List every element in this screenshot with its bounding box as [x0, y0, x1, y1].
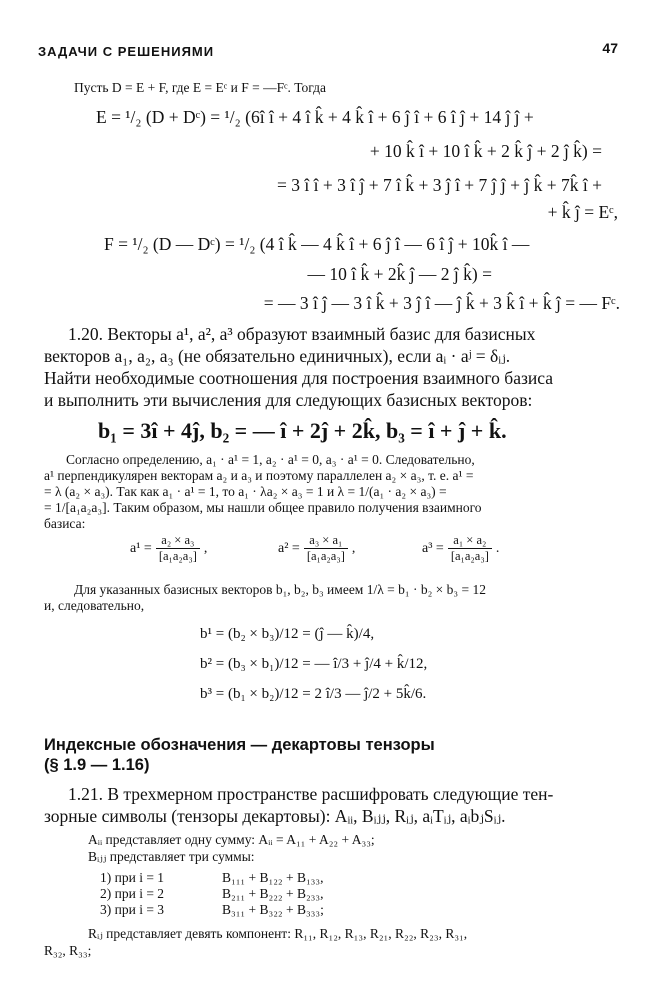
result-b3: b³ = (b₁ × b₂)/12 = 2 î/3 — ĵ/2 + 5k̂/6. — [200, 686, 427, 702]
fraction-denominator: [a₁a₂a₃] — [158, 549, 197, 563]
case-1-expression: B₁₁₁ + B₁₂₂ + B₁₃₃, — [222, 870, 324, 885]
fraction — [156, 533, 200, 564]
equation-f-line-3: = — 3 î ĵ — 3 î k̂ + 3 ĵ î — ĵ k̂ + 3 k̂ î + k̂ ĵ = — Fᶜ. — [263, 293, 620, 313]
equation-e-line-2: + 10 k̂ î + 10 î k̂ + 2 k̂ ĵ + 2 ĵ k̂) = — [369, 141, 602, 161]
case-3-expression: B₃₁₁ + B₃₂₂ + B₃₃₃; — [222, 902, 324, 917]
running-title: ЗАДАЧИ С РЕШЕНИЯМИ — [38, 44, 215, 59]
given-line-1: Для указанных базисных векторов b₁, b₂, b₃ имеем 1/λ = b₁ · b₂ × b₃ = 12 — [74, 582, 486, 597]
given-line-2: и, следовательно, — [44, 598, 145, 613]
equation-e-line-1: E = ¹/₂ (D + Dᶜ) = ¹/₂ (6î î + 4 î k̂ + 4 k̂ î + 6 ĵ î + 6 î ĵ + 14 ĵ ĵ + — [96, 107, 534, 127]
solution-120-line-1: Согласно определению, a₁ · a¹ = 1, a₂ · a¹ = 0, a₃ · a¹ = 0. Следовательно, — [66, 452, 475, 467]
problem-120-line-3: Найти необходимые соотношения для построения взаимного базиса — [44, 368, 553, 388]
problem-121-line-2: зорные символы (тензоры декартовы): Aᵢᵢ, Bᵢⱼⱼ, Rᵢⱼ, aᵢTᵢⱼ, aᵢbⱼSᵢⱼ. — [44, 806, 506, 826]
fraction-formula-3 — [422, 533, 499, 564]
section-subtitle: (§ 1.9 — 1.16) — [44, 756, 150, 774]
page-number: 47 — [602, 40, 618, 56]
fraction-lhs: a² = — [278, 540, 300, 556]
intro-line: Пусть D = E + F, где E = Eᶜ и F = —Fᶜ. Тогда — [74, 80, 326, 95]
basis-vectors: b₁ = 3î + 4ĵ, b₂ = — î + 2ĵ + 2k̂, b₃ = î + ĵ + k̂. — [98, 418, 507, 443]
result-b1: b¹ = (b₂ × b₃)/12 = (ĵ — k̂)/4, — [200, 626, 375, 642]
solution-120-line-4: = 1/[a₁a₂a₃]. Таким образом, мы нашли общее правило получения взаимного — [44, 500, 482, 515]
fraction-numerator: a₂ × a₃ — [156, 533, 200, 549]
problem-120-line-4: и выполнить эти вычисления для следующих базисных векторов: — [44, 390, 533, 410]
solution-121-line-4: R₃₂, R₃₃; — [44, 943, 92, 958]
case-2-expression: B₂₁₁ + B₂₂₂ + B₂₃₃, — [222, 886, 324, 901]
fraction-separator: . — [495, 540, 500, 556]
problem-121-line-1: 1.21. В трехмерном пространстве расшифровать следующие тен- — [68, 784, 554, 804]
equation-e-line-4: + k̂ ĵ = Eᶜ, — [547, 202, 618, 222]
case-1-label: 1) при i = 1 — [100, 870, 165, 885]
fraction-denominator: [a₁a₂a₃] — [306, 549, 345, 563]
fraction-formula-2 — [278, 533, 355, 564]
case-2-label: 2) при i = 2 — [100, 886, 165, 901]
solution-121-line-1: Aᵢᵢ представляет одну сумму: Aᵢᵢ = A₁₁ + A₂₂ + A₃₃; — [88, 832, 375, 847]
case-3-label: 3) при i = 3 — [100, 902, 165, 917]
problem-120-line-1: 1.20. Векторы a¹, a², a³ образуют взаимный базис для базисных — [68, 324, 536, 344]
fraction-formula-1 — [130, 533, 207, 564]
fraction — [304, 533, 348, 564]
fraction-lhs: a³ = — [422, 540, 444, 556]
solution-120-line-3: = λ (a₂ × a₃). Так как a₁ · a¹ = 1, то a₁ · λa₂ × a₃ = 1 и λ = 1/(a₁ · a₂ × a₃) = — [44, 484, 447, 499]
solution-120-line-5: базиса: — [44, 516, 86, 531]
fraction-separator: , — [203, 540, 208, 556]
fraction-numerator: a₁ × a₂ — [448, 533, 492, 549]
solution-120-line-2: a¹ перпендикулярен векторам a₂ и a₃ и поэтому параллелен a₂ × a₃, т. е. a¹ = — [44, 468, 474, 483]
equation-f-line-1: F = ¹/₂ (D — Dᶜ) = ¹/₂ (4 î k̂ — 4 k̂ î + 6 ĵ î — 6 î ĵ + 10k̂ î — — [104, 234, 530, 254]
solution-121-line-2: Bᵢⱼⱼ представляет три суммы: — [88, 849, 255, 864]
problem-120-line-2: векторов a₁, a₂, a₃ (не обязательно единичных), если aᵢ · aʲ = δᵢⱼ. — [44, 346, 511, 366]
fraction-lhs: a¹ = — [130, 540, 152, 556]
fraction-numerator: a₃ × a₁ — [304, 533, 348, 549]
fraction — [448, 533, 492, 564]
result-b2: b² = (b₃ × b₁)/12 = — î/3 + ĵ/4 + k̂/12, — [200, 656, 428, 672]
equation-f-line-2: — 10 î k̂ + 2k̂ ĵ — 2 ĵ k̂) = — [307, 264, 492, 284]
solution-121-line-3: Rᵢⱼ представляет девять компонент: R₁₁, R₁₂, R₁₃, R₂₁, R₂₂, R₂₃, R₃₁, — [88, 926, 468, 941]
section-title: Индексные обозначения — декартовы тензоры — [44, 736, 435, 754]
fraction-denominator: [a₁a₂a₃] — [450, 549, 489, 563]
equation-e-line-3: = 3 î î + 3 î ĵ + 7 î k̂ + 3 ĵ î + 7 ĵ ĵ + ĵ k̂ + 7k̂ î + — [277, 175, 602, 195]
fraction-separator: , — [351, 540, 356, 556]
